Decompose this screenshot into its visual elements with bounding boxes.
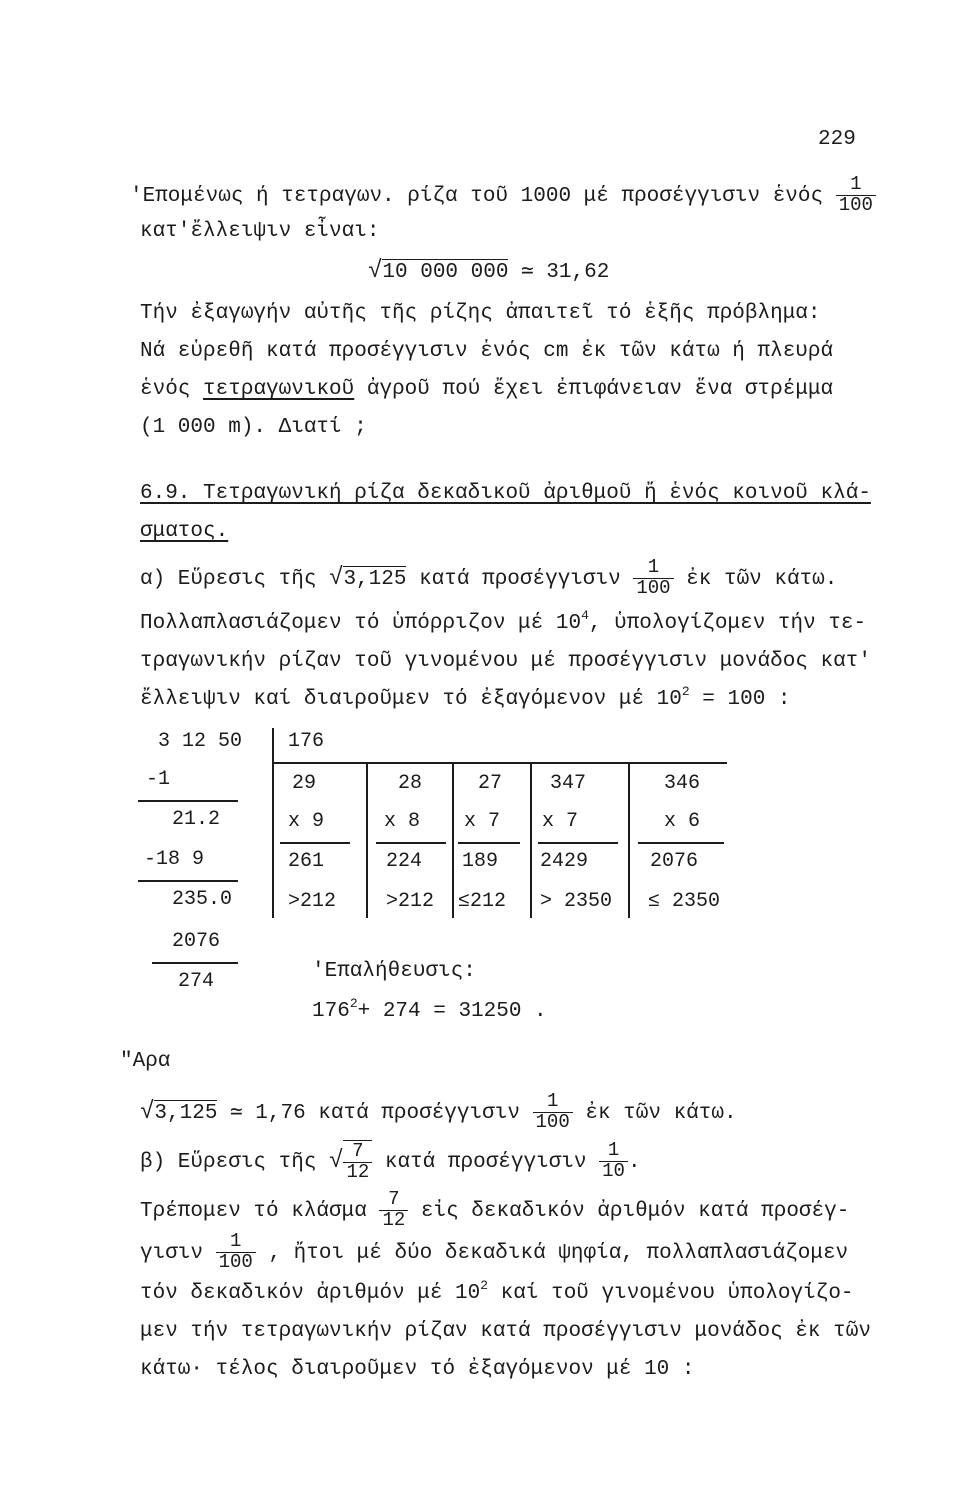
conclusion-mid: ≃ 1,76 κατά προσέγγισιν bbox=[230, 1101, 520, 1125]
paragraph-1-line-2: κατ'ἔλλειψιν εἶναι: bbox=[140, 220, 380, 243]
p1-fraction: $\frac{1}{100}$ bbox=[836, 175, 876, 216]
p1-text: 'Επομένως ή τετραγων. ρίζα τοῦ 1000 μέ προσέγγισιν ἑνός bbox=[130, 184, 824, 208]
calc-left-value: -18 9 bbox=[144, 848, 205, 871]
conclusion-line bbox=[140, 1092, 737, 1133]
alpha-line-3: τραγωνικήν ρίζαν τοῦ γινομένου μέ προσέγγισιν μονάδος κατ' bbox=[140, 650, 871, 673]
equation-result: ≃ 31,62 bbox=[521, 261, 610, 284]
calc-left-value: 2076 bbox=[172, 930, 221, 953]
trial-cell: 189 bbox=[462, 850, 499, 873]
trial-cell: 2429 bbox=[540, 850, 589, 873]
calc-rule bbox=[538, 842, 618, 844]
calc-root: 176 bbox=[288, 730, 325, 753]
calc-rule bbox=[138, 800, 238, 802]
trial-cell: >212 bbox=[386, 890, 435, 913]
trial-cell: 346 bbox=[664, 772, 701, 795]
section-heading-cont: σματος. bbox=[140, 520, 229, 543]
radical-sign-icon: √ bbox=[329, 1147, 344, 1175]
calc-rule bbox=[272, 762, 727, 764]
calc-rule bbox=[638, 842, 724, 844]
beta-l3-fraction: $\frac{1}{100}$ bbox=[216, 1232, 256, 1273]
alpha-fraction: $\frac{1}{100}$ bbox=[633, 558, 673, 599]
calc-divider bbox=[628, 762, 630, 918]
calc-left-value: 3 12 50 bbox=[158, 730, 243, 753]
trial-cell: x 7 bbox=[464, 810, 501, 833]
equation-sqrt-10000000 bbox=[368, 258, 609, 285]
page-number: 229 bbox=[818, 128, 856, 151]
trial-cell: x 8 bbox=[384, 810, 421, 833]
calc-left-value: 235.0 bbox=[172, 888, 233, 911]
paragraph-2-line-4: (1 000 m). Διατί ; bbox=[140, 416, 367, 439]
alpha-mid: κατά προσέγγισιν bbox=[419, 567, 621, 591]
calc-divider bbox=[366, 762, 368, 918]
p2-underlined-word: τετραγωνικοῦ bbox=[203, 378, 355, 401]
paragraph-2-line-1: Τήν ἐξαγωγήν αὐτῆς τῆς ρίζης ἀπαιτεῖ τό ἑξῆς πρόβλημα: bbox=[140, 302, 821, 325]
section-heading: 6.9. Τετραγωνική ρίζα δεκαδικοῦ ἀριθμοῦ ἤ ἑνός κοινοῦ κλά- bbox=[140, 482, 871, 505]
beta-fraction: $\frac{1}{10}$ bbox=[599, 1141, 628, 1182]
trial-cell: 2076 bbox=[650, 850, 699, 873]
alpha-radicand: 3,125 bbox=[343, 567, 407, 591]
paragraph-2-line-2: Νά εὑρεθῆ κατά προσέγγισιν ἑνός cm ἐκ τῶν κάτω ή πλευρά bbox=[140, 340, 834, 363]
paragraph-2-line-3 bbox=[140, 378, 833, 401]
verification-equation: $176^2+ 274 = 31250$ . bbox=[312, 996, 547, 1023]
trial-cell: 347 bbox=[550, 772, 587, 795]
conclusion-fraction: $\frac{1}{100}$ bbox=[533, 1092, 573, 1133]
calc-left-value: 21.2 bbox=[172, 808, 221, 831]
calc-divider bbox=[530, 762, 532, 918]
trial-cell: ≤212 bbox=[458, 890, 507, 913]
beta-radicand-fraction: $\frac{7}{12}$ bbox=[343, 1140, 372, 1183]
calc-left-value: -1 bbox=[146, 768, 171, 791]
paragraph-1-line-1 bbox=[130, 175, 876, 216]
conclusion-ara: "Αρα bbox=[120, 1050, 171, 1073]
calc-rule bbox=[152, 962, 238, 964]
alpha-line-2: Πολλαπλασιάζομεν τό ὑπόρριζον μέ $10^4$, ὑπολογίζομεν τήν τε- bbox=[140, 608, 867, 635]
beta-line-1: β) Εὕρεσις τῆς √ $\frac{7}{12}$ κατά προσέγγισιν $\frac{1}{10}$ . bbox=[140, 1139, 641, 1183]
trial-cell: x 6 bbox=[664, 810, 701, 833]
beta-mid: κατά προσέγγισιν bbox=[384, 1150, 587, 1174]
p2-word-enos: ἑνός bbox=[140, 378, 191, 401]
calc-rule bbox=[376, 842, 446, 844]
beta-line-3: γισιν $\frac{1}{100}$ , ἤτοι μέ δύο δεκαδικά ψηφία, πολλαπλασιάζομεν bbox=[140, 1230, 849, 1273]
beta-l2-fraction: $\frac{7}{12}$ bbox=[379, 1190, 408, 1231]
conclusion-radicand: 3,125 bbox=[154, 1101, 218, 1125]
beta-line-2: Τρέπομεν τό κλάσμα $\frac{7}{12}$ εἰς δεκαδικόν ἀριθμόν κατά προσέγ- bbox=[140, 1188, 850, 1231]
calc-divider bbox=[272, 728, 274, 918]
trial-cell: x 7 bbox=[542, 810, 579, 833]
beta-line-5: μεν τήν τετραγωνικήν ρίζαν κατά προσέγγισιν μονάδος ἐκ τῶν bbox=[140, 1320, 871, 1343]
radicand: 10 000 000 bbox=[382, 261, 509, 284]
radical-sign-icon: √ bbox=[329, 564, 344, 592]
trial-cell: 27 bbox=[478, 772, 503, 795]
alpha-line-1 bbox=[140, 558, 837, 599]
conclusion-post: ἐκ τῶν κάτω. bbox=[585, 1101, 737, 1125]
trial-cell: 29 bbox=[292, 772, 317, 795]
calc-rule bbox=[280, 842, 350, 844]
trial-cell: x 9 bbox=[288, 810, 325, 833]
trial-cell: 28 bbox=[398, 772, 423, 795]
alpha-pre: α) Εὕρεσις τῆς bbox=[140, 567, 317, 591]
trial-cell: > 2350 bbox=[540, 890, 613, 913]
beta-pre: β) Εὕρεσις τῆς bbox=[140, 1150, 317, 1174]
beta-line-4: τόν δεκαδικόν ἀριθμόν μέ $10^2$ καί τοῦ γινομένου ὑπολογίζο- bbox=[140, 1278, 854, 1305]
trial-cell: ≤ 2350 bbox=[648, 890, 721, 913]
radical-sign-icon: √ bbox=[368, 258, 383, 285]
calc-rule bbox=[138, 880, 238, 882]
calc-left-value: 274 bbox=[178, 970, 215, 993]
trial-cell: 224 bbox=[386, 850, 423, 873]
beta-line-6: κάτω· τέλος διαιροῦμεν τό ἐξαγόμενον μέ 10 : bbox=[140, 1358, 695, 1381]
calc-rule bbox=[458, 842, 520, 844]
trial-cell: 261 bbox=[288, 850, 325, 873]
alpha-post: ἐκ τῶν κάτω. bbox=[686, 567, 838, 591]
alpha-line-4: ἔλλειψιν καί διαιροῦμεν τό ἐξαγόμενον μέ $10^2 = 100$ : bbox=[140, 684, 791, 711]
p2-line3-rest: ἀγροῦ πού ἔχει ἐπιφάνειαν ἕνα στρέμμα bbox=[366, 378, 834, 401]
calc-divider bbox=[452, 762, 454, 918]
radical-sign-icon: √ bbox=[140, 1098, 155, 1126]
trial-cell: >212 bbox=[288, 890, 337, 913]
verification-label: 'Επαλήθευσις: bbox=[312, 960, 476, 983]
